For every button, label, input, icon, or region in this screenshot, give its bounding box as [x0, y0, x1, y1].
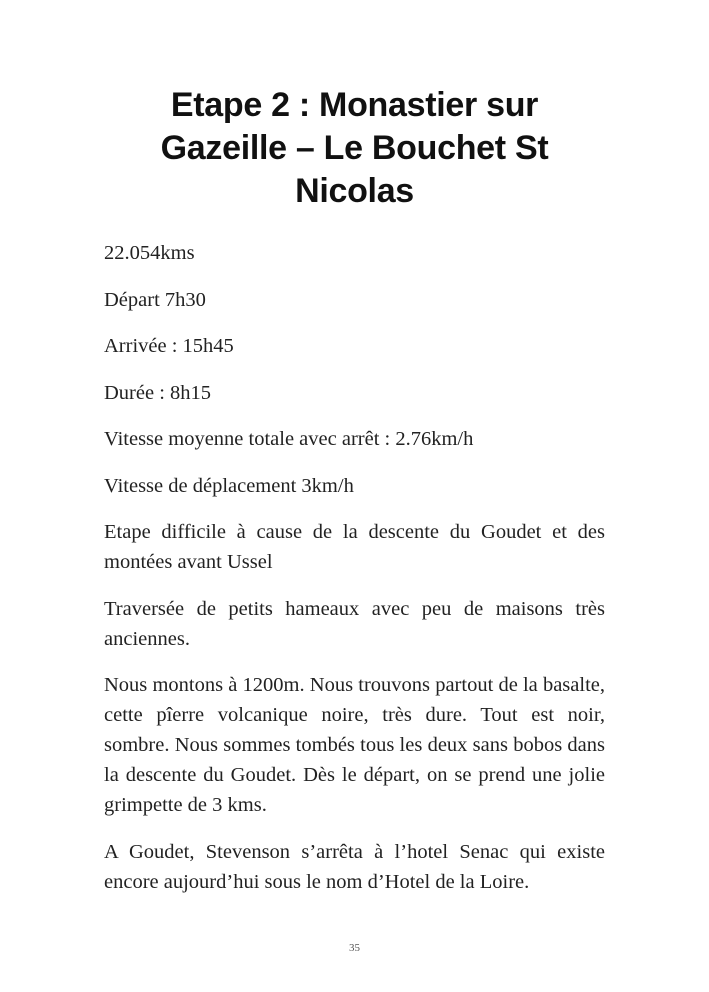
paragraph-difficulty: Etape difficile à cause de la descente du Goudet et des montées avant Ussel — [104, 521, 605, 573]
paragraph-basalt: Nous montons à 1200m. Nous trouvons partout de la basalte, cette pîerre volcanique noire, très dure. Tout est noir, sombre. Nous sommes tombés tous les deux sans bobos dans la descente du Goudet. Dès le départ, on se prend une jolie grimpette de 3 kms. — [104, 674, 605, 816]
paragraph-goudet: A Goudet, Stevenson s’arrêta à l’hotel Senac qui existe encore aujourd’hui sous le nom d’Hotel de la Loire. — [104, 840, 605, 893]
paragraph-average-speed: Vitesse moyenne totale avec arrêt : 2.76km/h — [104, 428, 474, 450]
paragraph-departure: Départ 7h30 — [104, 288, 206, 311]
paragraph-arrival: Arrivée : 15h45 — [104, 335, 234, 357]
page-title: Etape 2 : Monastier sur Gazeille – Le Bouchet St Nicolas — [160, 86, 549, 210]
body-text — [104, 238, 605, 913]
paragraph-travel-speed: Vitesse de déplacement 3km/h — [104, 474, 354, 497]
paragraph-hamlets: Traversée de petits hameaux avec peu de maisons très anciennes. — [104, 597, 605, 650]
page-number: 35 — [349, 942, 360, 954]
paragraph-duration: Durée : 8h15 — [104, 381, 212, 404]
paragraph-distance: 22.054kms — [104, 242, 195, 264]
